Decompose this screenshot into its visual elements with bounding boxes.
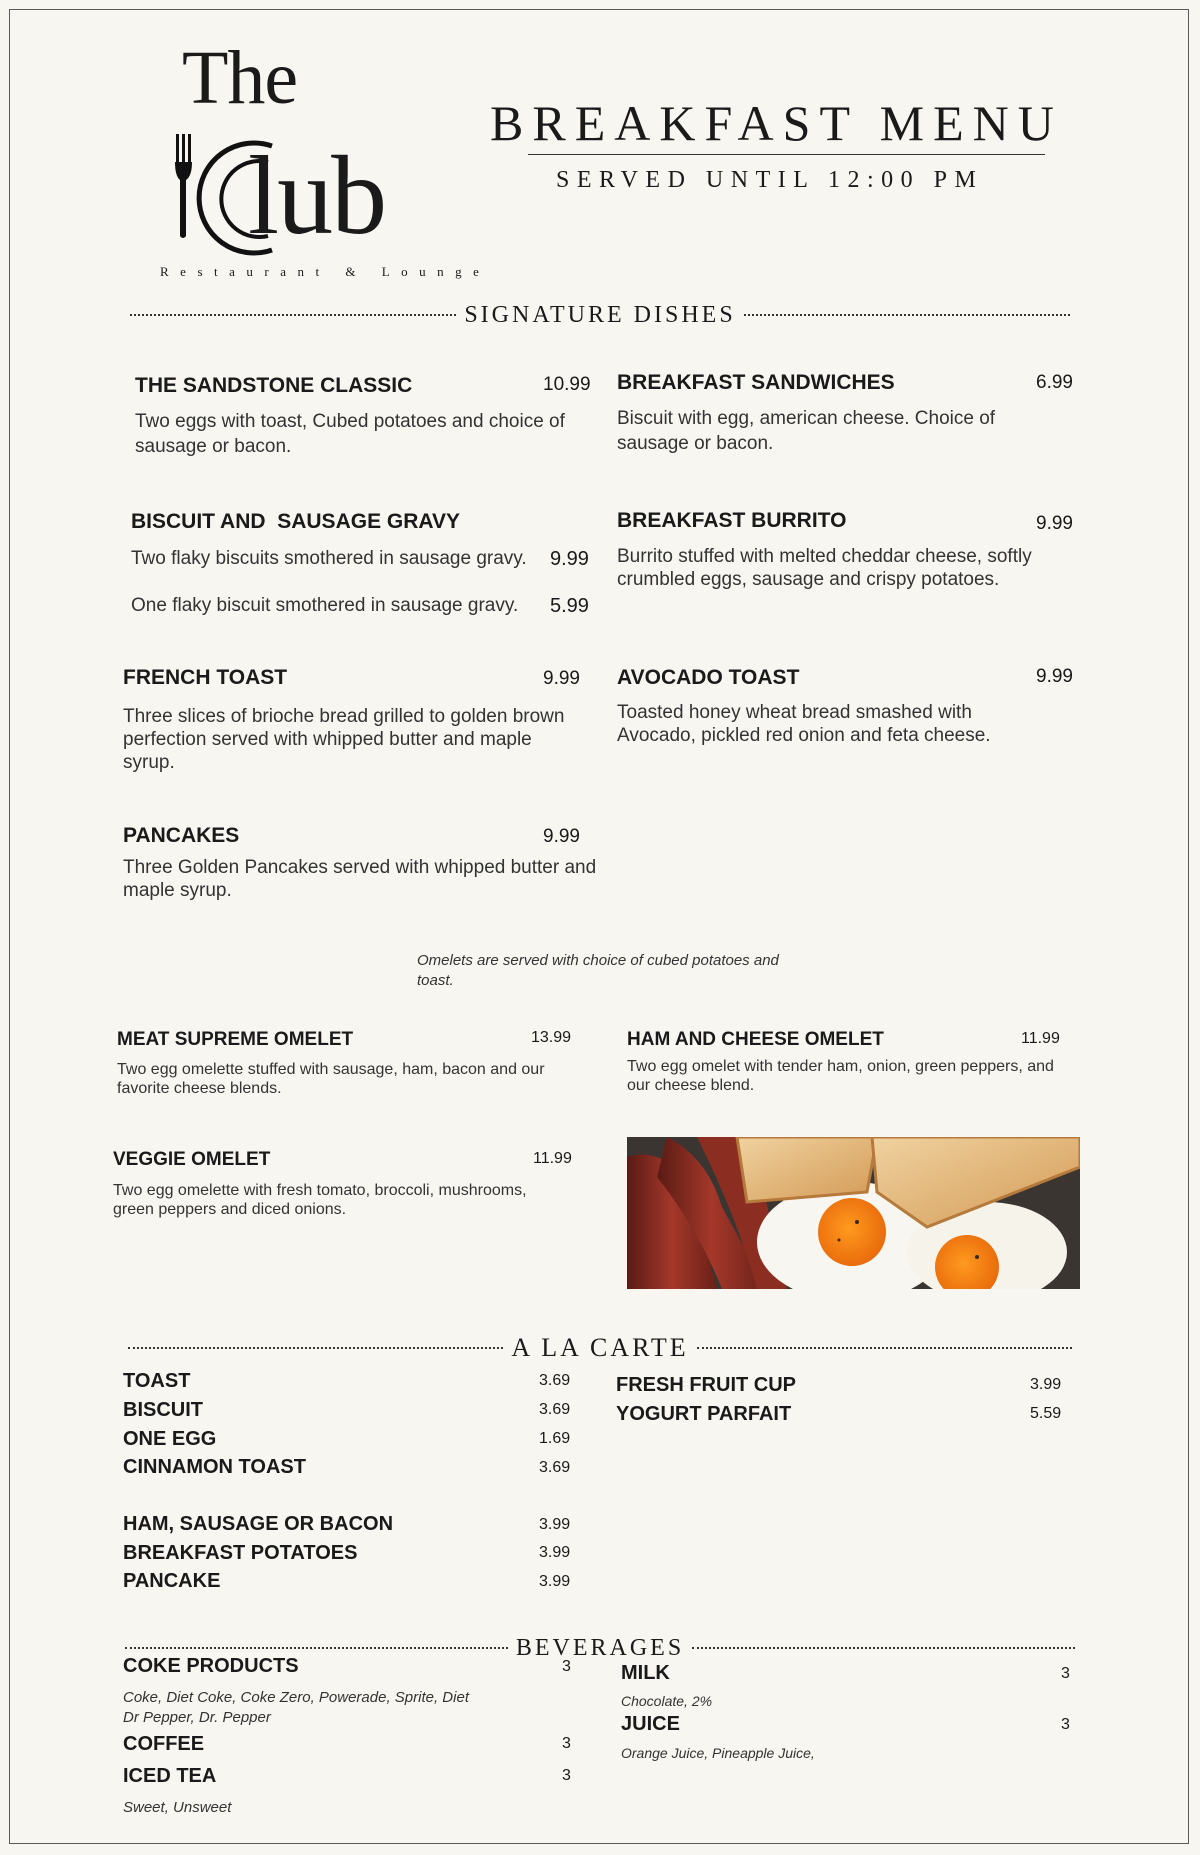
list-item-name: ONE EGG (123, 1428, 217, 1450)
page-title: BREAKFAST MENU (490, 95, 1063, 151)
item-description: Two eggs with toast, Cubed potatoes and choice of sausage or bacon. (135, 411, 565, 457)
dotted-rule (692, 1647, 1075, 1649)
item-name: MILK (621, 1662, 670, 1684)
item-name: VEGGIE OMELET (113, 1149, 271, 1170)
item-name: THE SANDSTONE CLASSIC (135, 374, 413, 397)
list-item-name: BISCUIT (123, 1399, 203, 1421)
dotted-rule (130, 314, 456, 316)
item-price: 3 (1061, 1716, 1070, 1733)
list-item-price: 3.69 (539, 1401, 571, 1418)
list-item-name: BREAKFAST POTATOES (123, 1542, 358, 1564)
list-item-price: 3.99 (1030, 1376, 1062, 1393)
list-item-name: YOGURT PARFAIT (616, 1403, 792, 1425)
logo-the: The (182, 36, 298, 120)
item-price: 11.99 (1021, 1030, 1060, 1047)
item-description: Orange Juice, Pineapple Juice, (621, 1745, 815, 1761)
item-description: Toasted honey wheat bread smashed with Avocado, pickled red onion and feta cheese. (617, 702, 991, 746)
list-item-price: 3.69 (539, 1372, 571, 1389)
item-name: BISCUIT AND SAUSAGE GRAVY (131, 510, 461, 533)
item-description: Two egg omelet with tender ham, onion, green peppers, and our cheese blend. (627, 1058, 1054, 1095)
item-price: 13.99 (531, 1029, 572, 1046)
item-name: MEAT SUPREME OMELET (117, 1029, 354, 1050)
item-name: BREAKFAST SANDWICHES (617, 371, 895, 394)
item-price: 11.99 (533, 1150, 572, 1167)
item-name: COFFEE (123, 1733, 205, 1755)
list-item-price: 3.69 (539, 1459, 571, 1476)
item-description: Chocolate, 2% (621, 1693, 713, 1709)
dotted-rule (128, 1347, 503, 1349)
item-description: Two egg omelette with fresh tomato, broccoli, mushrooms, green peppers and diced onions. (113, 1182, 527, 1219)
page-subtitle: SERVED UNTIL 12:00 PM (556, 167, 984, 193)
item-price: 3 (562, 1767, 571, 1784)
list-item-name: CINNAMON TOAST (123, 1456, 306, 1478)
section-title: SIGNATURE DISHES (464, 302, 736, 328)
list-item-price: 3.99 (539, 1573, 571, 1590)
item-price: 3 (1061, 1665, 1070, 1682)
item-name: FRENCH TOAST (123, 666, 288, 689)
item-price: 3 (562, 1735, 571, 1752)
list-item-price: 5.59 (1030, 1405, 1062, 1422)
list-item-price: 3.99 (539, 1516, 571, 1533)
item-description: Coke, Diet Coke, Coke Zero, Powerade, Sprite, Diet Dr Pepper, Dr. Pepper (123, 1689, 469, 1726)
item-price: 9.99 (1036, 513, 1073, 534)
item-description: Biscuit with egg, american cheese. Choice of sausage or bacon. (617, 408, 996, 454)
dotted-rule (125, 1647, 508, 1649)
list-item-name: TOAST (123, 1370, 191, 1392)
item-price: 9.99 (543, 668, 580, 689)
item-description: Two egg omelette stuffed with sausage, ham, bacon and our favorite cheese blends. (117, 1061, 545, 1098)
item-price-one: 5.99 (550, 595, 589, 617)
item-name: HAM AND CHEESE OMELET (627, 1029, 884, 1050)
section-a-la-carte (128, 1335, 1072, 1361)
omelet-note: Omelets are served with choice of cubed potatoes and toast. (417, 952, 779, 989)
dotted-rule (744, 314, 1070, 316)
list-item-name: PANCAKE (123, 1570, 221, 1592)
item-price-two: 9.99 (550, 548, 589, 570)
item-name: BREAKFAST BURRITO (617, 509, 847, 532)
item-option-two: Two flaky biscuits smothered in sausage gravy. (131, 548, 527, 569)
item-price: 9.99 (543, 826, 580, 847)
item-name: ICED TEA (123, 1765, 217, 1787)
item-description: Sweet, Unsweet (123, 1799, 232, 1816)
item-name: AVOCADO TOAST (617, 666, 800, 689)
item-price: 6.99 (1036, 372, 1073, 393)
item-name: COKE PRODUCTS (123, 1655, 299, 1677)
list-item-name: FRESH FRUIT CUP (616, 1374, 796, 1396)
item-price: 3 (562, 1658, 571, 1675)
section-title: A LA CARTE (511, 1333, 689, 1362)
item-name: PANCAKES (123, 824, 240, 847)
section-title: BEVERAGES (515, 1635, 685, 1661)
item-option-one: One flaky biscuit smothered in sausage gravy. (131, 595, 519, 616)
logo-club: lub (248, 134, 386, 258)
list-item-name: HAM, SAUSAGE OR BACON (123, 1513, 394, 1535)
dotted-rule (697, 1347, 1072, 1349)
title-divider (528, 154, 1045, 155)
item-description: Three slices of brioche bread grilled to golden brown perfection served with whipped butter and maple syrup. (123, 706, 565, 773)
section-signature-dishes (130, 303, 1070, 327)
breakfast-photo (627, 1137, 1080, 1289)
item-name: JUICE (621, 1713, 680, 1735)
item-description: Burrito stuffed with melted cheddar cheese, softly crumbled eggs, sausage and crispy potatoes. (617, 546, 1032, 590)
item-price: 10.99 (543, 374, 591, 395)
menu-border (9, 9, 1189, 1844)
item-description: Three Golden Pancakes served with whipped butter and maple syrup. (123, 857, 597, 901)
item-price: 9.99 (1036, 666, 1073, 687)
logo-subtitle: Restaurant & Lounge (160, 264, 491, 279)
list-item-price: 3.99 (539, 1544, 571, 1561)
list-item-price: 1.69 (539, 1430, 571, 1447)
